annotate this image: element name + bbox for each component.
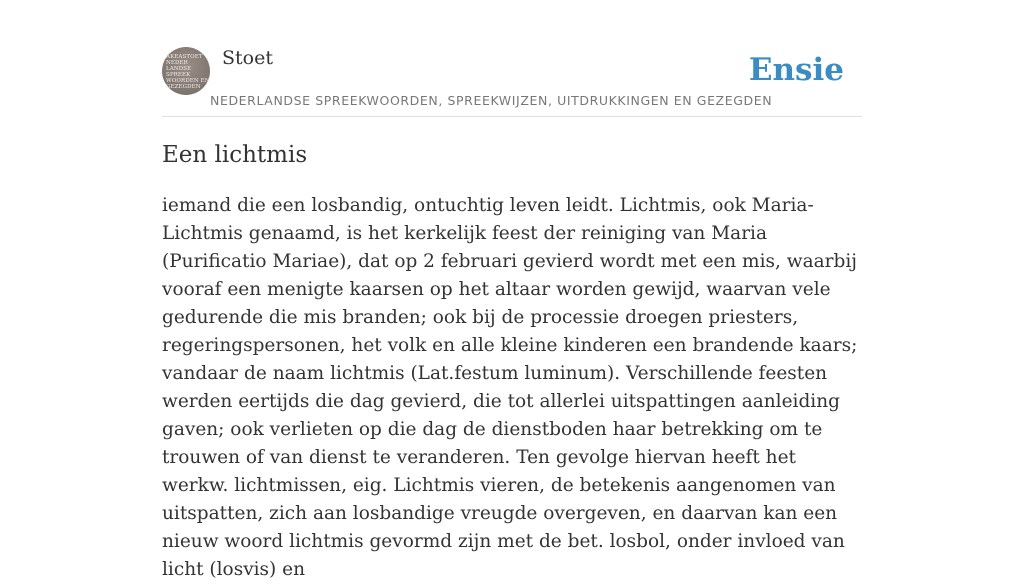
entry-title: Een lichtmis: [162, 142, 308, 168]
avatar-label: AKEASTOET NEDER LANDSE SPREEK WOORDEN EN GEZEGDEN: [166, 54, 210, 90]
header: [162, 46, 862, 117]
brand-logo[interactable]: Ensie: [748, 52, 844, 88]
author-name[interactable]: Stoet: [222, 47, 273, 69]
entry-text: iemand die een losbandig, ontuchtig leven leidt. Lichtmis, ook Maria-Lichtmis genaamd, is het kerkelijk feest der reiniging van Maria (Purificatio Mariae), dat op 2 februari gevierd wordt met een mis, waarbij vooraf een menigte kaarsen op het altaar worden gewijd, waarvan vele gedurende die mis branden; ook bij de processie droegen priesters, regeringspersonen, het volk en alle kleine kinderen een brandende kaars; vandaar de naam lichtmis (Lat.festum luminum). Verschillende feesten werden eertijds die dag gevierd, die tot allerlei uitspattingen aanleiding gaven; ook verlieten op die dag de dienstboden haar betrekking om te trouwen of van dienst te veranderen. Ten gevolge hiervan heeft het werkw. lichtmissen, eig. Lichtmis vieren, de betekenis aangenomen van uitspatten, zich aan losbandige vreugde overgeven, en daarvan kan een nieuw woord lichtmis gevormd zijn met de bet. losbol, onder invloed van licht (losvis) en: [162, 195, 858, 580]
source-subtitle: NEDERLANDSE SPREEKWOORDEN, SPREEKWIJZEN, UITDRUKKINGEN EN GEZEGDEN: [210, 93, 773, 108]
avatar[interactable]: [162, 47, 210, 95]
